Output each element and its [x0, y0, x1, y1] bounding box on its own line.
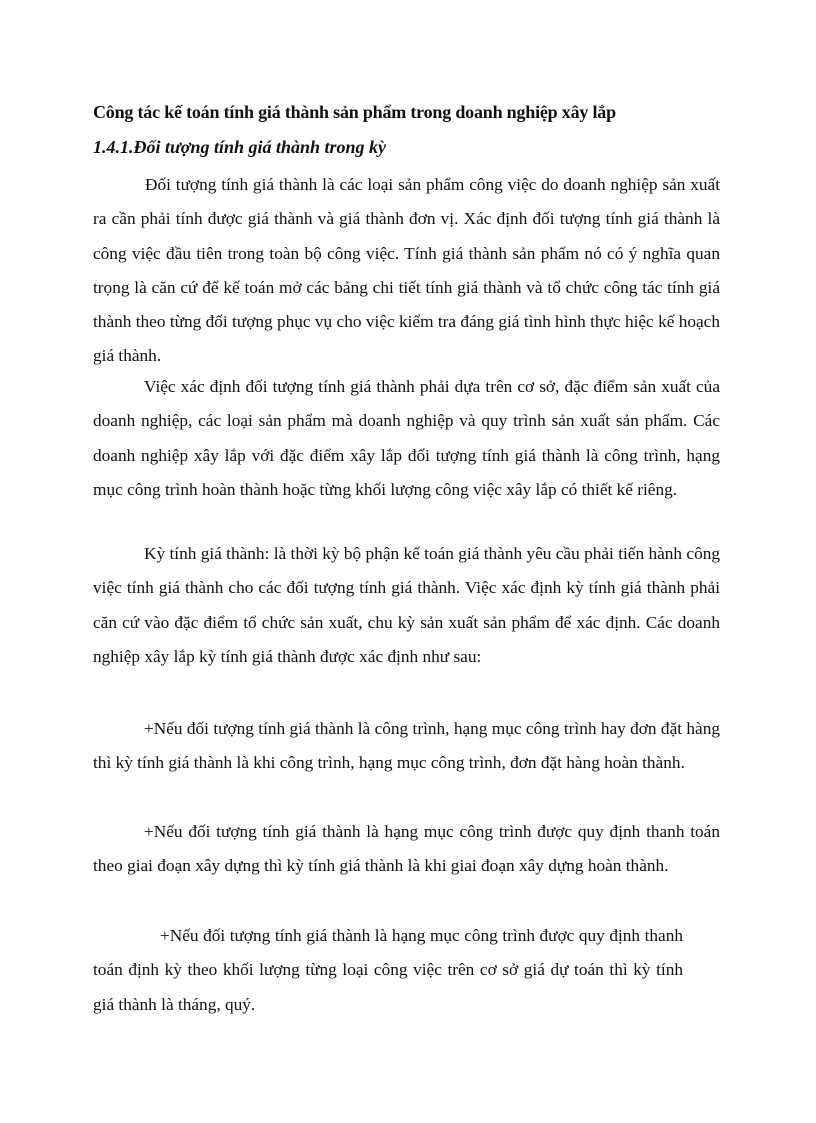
paragraph-6: +Nếu đối tượng tính giá thành là hạng mục công trình được quy định thanh toán định kỳ theo khối lượng từng loại công việc trên cơ sở giá dự toán thì kỳ tính giá thành là tháng, quý.	[93, 926, 683, 1014]
section-heading: Công tác kế toán tính giá thành sản phẩm trong doanh nghiệp xây lắp	[93, 102, 616, 122]
paragraph-2: Việc xác định đối tượng tính giá thành phải dựa trên cơ sở, đặc điểm sản xuất của doanh nghiệp, các loại sản phẩm mà doanh nghiệp và quy trình sản xuất sản phẩm. Các doanh nghiệp xây lắp với đặc điểm xây lắp đối tượng tính giá thành là công trình, hạng mục công trình hoàn thành hoặc từng khối lượng công việc xây lắp có thiết kế riêng.	[93, 377, 720, 499]
paragraph-5: +Nếu đối tượng tính giá thành là hạng mục công trình được quy định thanh toán theo giai đoạn xây dựng thì kỳ tính giá thành là khi giai đoạn xây dựng hoàn thành.	[93, 822, 720, 876]
paragraph-1: Đối tượng tính giá thành là các loại sản phẩm công việc do doanh nghiệp sản xuất ra cần phải tính được giá thành và giá thành đơn vị. Xác định đối tượng tính giá thành là công việc đầu tiên trong toàn bộ công việc. Tính giá thành sản phẩm nó có ý nghĩa quan trọng là căn cứ để kế toán mở các bảng chi tiết tính giá thành và tổ chức công tác tính giá thành theo từng đối tượng phục vụ cho việc kiểm tra đáng giá tình hình thực hiệc kế hoạch giá thành.	[93, 175, 720, 366]
paragraph-3: Kỳ tính giá thành: là thời kỳ bộ phận kế toán giá thành yêu cầu phải tiến hành công việc tính giá thành cho các đối tượng tính giá thành. Việc xác định kỳ tính giá thành phải căn cứ vào đặc điểm tổ chức sản xuất, chu kỳ sản xuất sản phẩm để xác định. Các doanh nghiệp xây lắp kỳ tính giá thành được xác định như sau:	[93, 544, 720, 666]
subsection-heading: 1.4.1.Đối tượng tính giá thành trong kỳ	[93, 137, 387, 157]
paragraph-4: +Nếu đối tượng tính giá thành là công trình, hạng mục công trình hay đơn đặt hàng thì kỳ tính giá thành là khi công trình, hạng mục công trình, đơn đặt hàng hoàn thành.	[93, 719, 720, 773]
